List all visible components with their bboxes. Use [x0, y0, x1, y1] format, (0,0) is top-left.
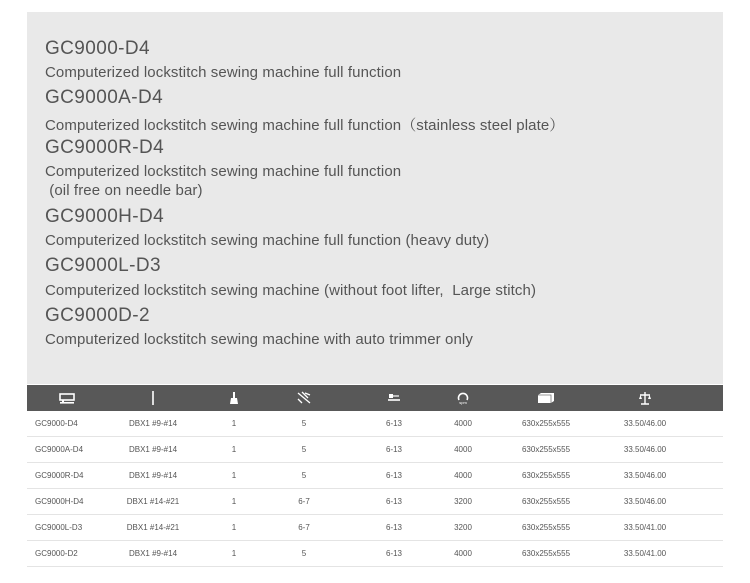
speed-cell: 4000	[454, 471, 472, 480]
stitch-length-cell: 5	[301, 419, 307, 428]
stitch-length-cell: 5	[301, 445, 307, 454]
needle-cell: DBX1 #14-#21	[126, 497, 180, 506]
model-cell: GC9000A-D4	[35, 445, 84, 454]
model-cell: GC9000R-D4	[35, 471, 84, 480]
table-row	[27, 437, 723, 463]
speed-cell: 3200	[454, 523, 472, 532]
machine-icon	[59, 385, 75, 411]
package-size-cell: 630x255x555	[521, 497, 571, 506]
product-list-panel	[27, 12, 723, 384]
foot-lift-cell: 6-13	[385, 549, 403, 558]
speed-unit-label: spm	[459, 400, 467, 405]
speed-cell: 4000	[454, 445, 472, 454]
needle-icon	[151, 385, 155, 411]
package-size-cell: 630x255x555	[521, 471, 571, 480]
needle-count-cell: 1	[231, 445, 237, 454]
needle-count-cell: 1	[231, 471, 237, 480]
needle-cell: DBX1 #9-#14	[128, 445, 178, 454]
speed-cell: 4000	[454, 419, 472, 428]
model-description: Computerized lockstitch sewing machine full function	[45, 163, 402, 180]
package-size-cell: 630x255x555	[521, 445, 571, 454]
weight-cell: 33.50/46.00	[623, 419, 667, 428]
model-cell: GC9000-D2	[35, 549, 78, 558]
stitch-length-cell: 5	[301, 471, 307, 480]
model-title: GC9000H-D4	[45, 206, 165, 227]
package-size-cell: 630x255x555	[521, 419, 571, 428]
spec-table-body	[27, 411, 723, 567]
weight-cell: 33.50/46.00	[623, 497, 667, 506]
stitch-length-cell: 5	[301, 549, 307, 558]
model-title: GC9000-D4	[45, 38, 150, 59]
table-row	[27, 463, 723, 489]
model-description: Computerized lockstitch sewing machine full function	[45, 64, 402, 81]
model-cell: GC9000-D4	[35, 419, 78, 428]
model-description: Computerized lockstitch sewing machine full function (heavy duty)	[45, 232, 490, 249]
needle-count-cell: 1	[231, 497, 237, 506]
needle-count-cell: 1	[231, 523, 237, 532]
speed-cell: 4000	[454, 549, 472, 558]
model-title: GC9000R-D4	[45, 137, 165, 158]
needle-count-cell: 1	[231, 419, 237, 428]
needle-cell: DBX1 #9-#14	[128, 471, 178, 480]
foot-lift-icon	[387, 385, 401, 411]
needle-cell: DBX1 #9-#14	[128, 549, 178, 558]
package-size-cell: 630x255x555	[521, 549, 571, 558]
spec-table-header	[27, 385, 723, 411]
package-size-icon	[536, 385, 556, 411]
model-cell: GC9000H-D4	[35, 497, 84, 506]
model-title: GC9000L-D3	[45, 255, 161, 276]
foot-lift-cell: 6-13	[385, 497, 403, 506]
weight-cell: 33.50/46.00	[623, 471, 667, 480]
spec-table	[27, 385, 723, 567]
weight-cell: 33.50/46.00	[623, 445, 667, 454]
needle-cell: DBX1 #9-#14	[128, 419, 178, 428]
foot-lift-cell: 6-13	[385, 419, 403, 428]
model-title: GC9000A-D4	[45, 87, 164, 108]
needle-count-cell: 1	[231, 549, 237, 558]
weight-cell: 33.50/41.00	[623, 523, 667, 532]
foot-lift-cell: 6-13	[385, 523, 403, 532]
stitch-length-cell: 6-7	[298, 497, 310, 506]
model-description: Computerized lockstitch sewing machine full function（stainless steel plate）	[45, 117, 565, 134]
table-row	[27, 515, 723, 541]
needle-cell: DBX1 #14-#21	[126, 523, 180, 532]
model-description: Computerized lockstitch sewing machine (without foot lifter, Large stitch)	[45, 282, 537, 299]
table-row	[27, 541, 723, 567]
presser-foot-icon	[230, 385, 238, 411]
model-title: GC9000D-2	[45, 305, 150, 326]
stitch-length-cell: 6-7	[298, 523, 310, 532]
speed-cell: 3200	[454, 497, 472, 506]
stitch-length-icon	[296, 385, 312, 411]
weight-cell: 33.50/41.00	[623, 549, 667, 558]
table-row	[27, 411, 723, 437]
foot-lift-cell: 6-13	[385, 445, 403, 454]
model-description: Computerized lockstitch sewing machine with auto trimmer only	[45, 331, 473, 348]
model-cell: GC9000L-D3	[35, 523, 83, 532]
package-size-cell: 630x255x555	[521, 523, 571, 532]
table-row	[27, 489, 723, 515]
foot-lift-cell: 6-13	[385, 471, 403, 480]
weight-scale-icon	[638, 385, 652, 411]
model-description-continued: (oil free on needle bar)	[45, 182, 203, 199]
speed-icon	[457, 385, 469, 411]
